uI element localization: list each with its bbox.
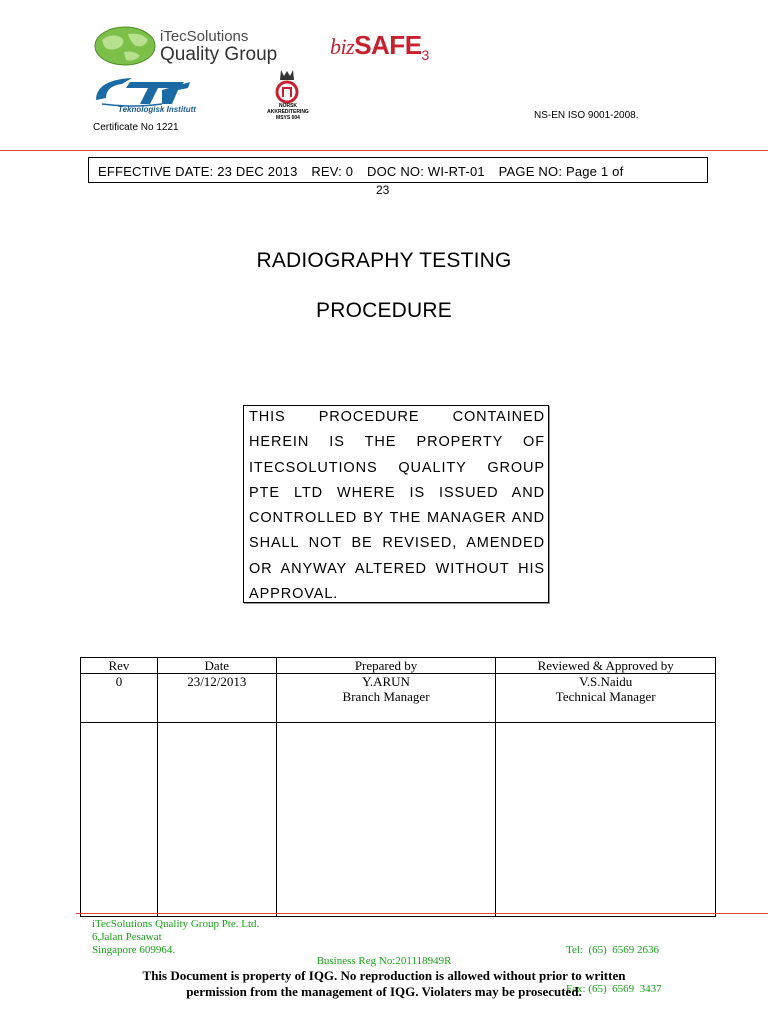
header-date: Date	[157, 658, 276, 674]
approved-name: V.S.Naidu	[579, 674, 633, 689]
footer-tel: Tel: (65) 6569 2636	[566, 944, 660, 956]
revision: REV: 0	[311, 164, 354, 179]
itec-logo-line1: iTecSolutions	[160, 28, 249, 45]
approved-title: Technical Manager	[555, 689, 656, 704]
bizsafe-level: 3	[421, 47, 429, 64]
revision-table	[80, 657, 716, 917]
header-rev: Rev	[81, 658, 158, 674]
footer-address-line2: Singapore 609964.	[92, 944, 176, 956]
footer-business-reg: Business Reg No:201118949R	[316, 955, 452, 967]
itec-logo-line2: Quality Group	[160, 44, 278, 65]
table-row	[81, 674, 716, 723]
doc-number: DOC NO: WI-RT-01	[367, 164, 485, 179]
header-divider	[0, 150, 768, 151]
prepared-name: Y.ARUN	[362, 674, 410, 689]
cell-date: 23/12/2013	[157, 674, 276, 723]
certificate-number: Certificate No 1221	[93, 122, 179, 133]
footer-address-line1: 6,Jalan Pesawat	[92, 931, 162, 943]
page-number: PAGE NO: Page 1 of	[498, 164, 624, 179]
prepared-title: Branch Manager	[342, 689, 430, 704]
cell-prepared	[276, 674, 496, 723]
bizsafe-logo	[330, 30, 429, 63]
table-header-row	[81, 658, 716, 674]
teknologisk-institutt-text: Teknologisk Institutt	[118, 105, 196, 114]
cell-approved	[496, 674, 716, 723]
footer-notice-line1: This Document is property of IQG. No reproduction is allowed without prior to written	[142, 968, 626, 983]
page-title-line1: RADIOGRAPHY TESTING	[256, 249, 512, 272]
cell-rev: 0	[81, 674, 158, 723]
iso-standard: NS-EN ISO 9001-2008.	[534, 110, 639, 121]
header-approved-by: Reviewed & Approved by	[496, 658, 716, 674]
footer-company: iTecSolutions Quality Group Pte. Ltd.	[92, 918, 260, 930]
norsk-akkreditering-text: NORSK AKKREDITERING MSYS 004	[267, 103, 309, 121]
bizsafe-biz: biz	[330, 34, 355, 59]
footer-address	[92, 918, 259, 957]
globe-logo-icon	[94, 26, 156, 66]
page-total: 23	[376, 183, 390, 197]
bizsafe-safe: SAFE	[354, 30, 422, 60]
table-row-empty	[81, 723, 716, 917]
footer-notice-line2: permission from the management of IQG. Violaters may be prosecuted.	[186, 984, 582, 999]
property-notice-text: THIS PROCEDURE CONTAINED HEREIN IS THE PROPERTY OF ITECSOLUTIONS QUALITY GROUP PTE LTD WHERE IS ISSUED AND CONTROLLED BY THE MANAGER AND SHALL NOT BE REVISED, AMENDED OR ANYWAY ALTERED WITHOUT HIS APPROVAL.	[249, 409, 545, 603]
footer-copyright-notice	[0, 968, 768, 1000]
doc-info-line	[98, 164, 633, 179]
footer-fax: Fax: (65) 6569 3437	[566, 983, 662, 995]
effective-date: EFFECTIVE DATE: 23 DEC 2013	[98, 164, 298, 179]
header-prepared-by: Prepared by	[276, 658, 496, 674]
page-title-line2: PROCEDURE	[316, 299, 452, 322]
footer-divider	[76, 913, 768, 914]
